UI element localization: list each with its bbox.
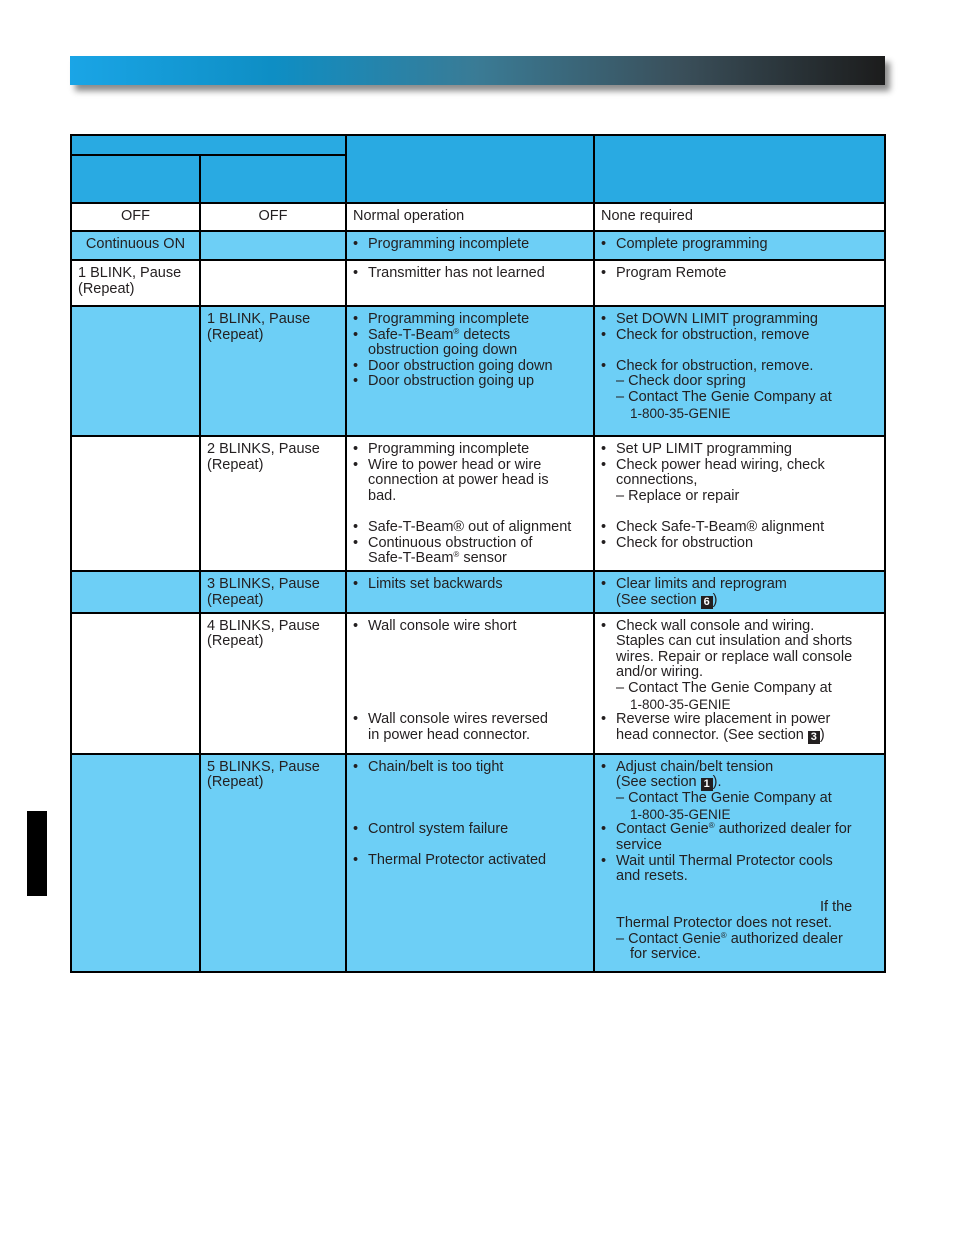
problem-cell: • Wall console wire short • Wall console wires reversed in power head connector. <box>346 613 594 754</box>
lamp-cell <box>71 306 200 436</box>
action-cell: None required <box>594 203 885 231</box>
blink-cell: OFF <box>200 203 346 231</box>
lamp-cell: OFF <box>71 203 200 231</box>
table-row <box>71 613 885 754</box>
problem-cell: • Programming incomplete • Safe-T-Beam® detects obstruction going down • Door obstruction going down • Door obstruction going up <box>346 306 594 436</box>
table-row <box>71 754 885 972</box>
table-row <box>71 231 885 260</box>
blink-cell: 5 BLINKS, Pause (Repeat) <box>200 754 346 972</box>
problem-cell: • Chain/belt is too tight • Control system failure • Thermal Protector activated <box>346 754 594 972</box>
problem-cell: • Transmitter has not learned <box>346 260 594 306</box>
problem-cell: • Programming incomplete <box>346 231 594 260</box>
table-row <box>71 260 885 306</box>
header-action <box>594 135 885 203</box>
lamp-cell: Continuous ON <box>71 231 200 260</box>
section-number-badge: 1 <box>701 778 713 791</box>
section-number-badge: 3 <box>808 731 820 744</box>
problem-cell: Normal operation <box>346 203 594 231</box>
lamp-cell: 1 BLINK, Pause (Repeat) <box>71 260 200 306</box>
table-row <box>71 203 885 231</box>
header-blink <box>200 155 346 203</box>
action-cell: • Set UP LIMIT programming • Check power head wiring, check connections, – Replace or repair • Check Safe-T-Beam® alignment • Check for obstruction <box>594 436 885 571</box>
troubleshooting-table <box>70 134 886 973</box>
table-row <box>71 306 885 436</box>
problem-cell: • Limits set backwards <box>346 571 594 613</box>
action-cell: • Program Remote <box>594 260 885 306</box>
header-problem <box>346 135 594 203</box>
header-lamp <box>71 155 200 203</box>
action-cell: • Adjust chain/belt tension (See section 1 ). – Contact The Genie Company at 1-800-35-GENIE • Contact Genie® authorized dealer for service • Wait until Thermal Protector cools and resets. If the Thermal Protector does not reset. – Contact Genie® authorized dealer for service. <box>594 754 885 972</box>
action-cell: • Clear limits and reprogram (See section 6 ) <box>594 571 885 613</box>
side-tab-marker <box>27 811 47 896</box>
blink-cell <box>200 260 346 306</box>
blink-cell <box>200 231 346 260</box>
action-cell: • Check wall console and wiring. Staples can cut insulation and shorts wires. Repair or replace wall console and/or wiring. – Contact The Genie Company at 1-800-35-GENIE • Reverse wire placement in power head connector. (See section 3 ) <box>594 613 885 754</box>
lamp-cell <box>71 754 200 972</box>
problem-cell: • Programming incomplete • Wire to power head or wire connection at power head is bad. • Safe-T-Beam® out of alignment • Continuous obstruction of Safe-T-Beam® sensor <box>346 436 594 571</box>
blink-cell: 2 BLINKS, Pause (Repeat) <box>200 436 346 571</box>
header-indicator-group <box>71 135 346 155</box>
blink-cell: 4 BLINKS, Pause (Repeat) <box>200 613 346 754</box>
lamp-cell <box>71 613 200 754</box>
section-number-badge: 6 <box>701 596 713 609</box>
action-cell: • Complete programming <box>594 231 885 260</box>
blink-cell: 3 BLINKS, Pause (Repeat) <box>200 571 346 613</box>
blink-cell: 1 BLINK, Pause (Repeat) <box>200 306 346 436</box>
section-header-banner <box>70 56 885 85</box>
action-cell: • Set DOWN LIMIT programming • Check for obstruction, remove • Check for obstruction, remove. – Check door spring – Contact The Genie Company at 1-800-35-GENIE <box>594 306 885 436</box>
table-row <box>71 571 885 613</box>
table-row <box>71 436 885 571</box>
lamp-cell <box>71 436 200 571</box>
lamp-cell <box>71 571 200 613</box>
